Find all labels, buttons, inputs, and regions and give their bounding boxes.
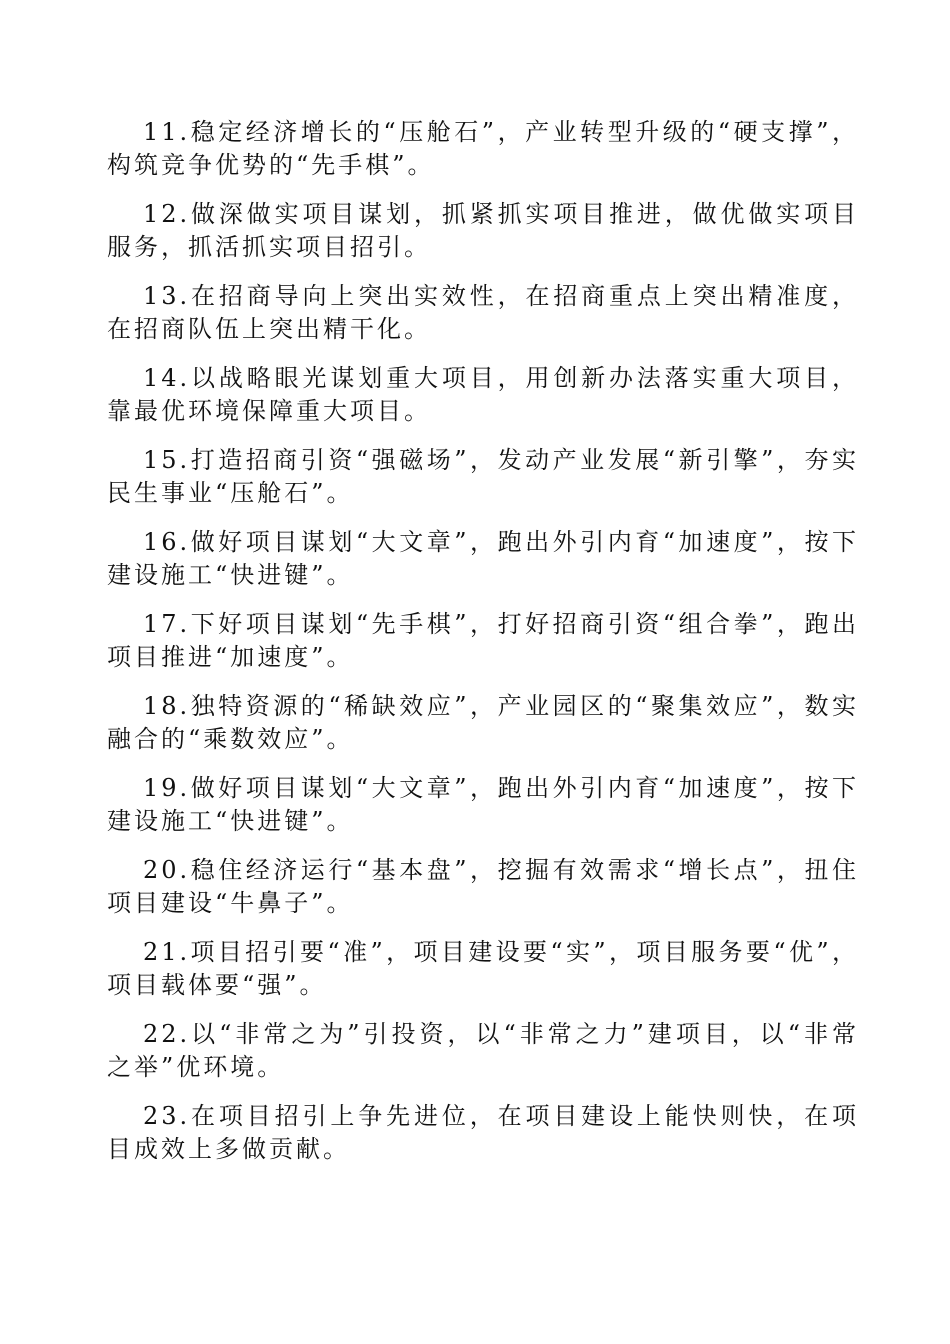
paragraph-14: 14.以战略眼光谋划重大项目，用创新办法落实重大项目，靠最优环境保障重大项目。 <box>107 364 859 425</box>
paragraph-13: 13.在招商导向上突出实效性，在招商重点上突出精准度，在招商队伍上突出精干化。 <box>107 282 859 343</box>
paragraph-18: 18.独特资源的“稀缺效应”，产业园区的“聚集效应”，数实融合的“乘数效应”。 <box>107 692 859 753</box>
paragraph-17: 17.下好项目谋划“先手棋”，打好招商引资“组合拳”，跑出项目推进“加速度”。 <box>107 610 859 671</box>
paragraph-21: 21.项目招引要“准”，项目建设要“实”，项目服务要“优”，项目载体要“强”。 <box>107 938 859 999</box>
paragraph-22: 22.以“非常之为”引投资，以“非常之力”建项目，以“非常之举”优环境。 <box>107 1020 859 1081</box>
paragraph-19: 19.做好项目谋划“大文章”，跑出外引内育“加速度”，按下建设施工“快进键”。 <box>107 774 859 835</box>
paragraph-11: 11.稳定经济增长的“压舱石”，产业转型升级的“硬支撑”，构筑竞争优势的“先手棋”。 <box>107 118 859 179</box>
paragraph-12: 12.做深做实项目谋划，抓紧抓实项目推进，做优做实项目服务，抓活抓实项目招引。 <box>107 200 859 261</box>
paragraph-20: 20.稳住经济运行“基本盘”，挖掘有效需求“增长点”，扭住项目建设“牛鼻子”。 <box>107 856 859 917</box>
paragraph-15: 15.打造招商引资“强磁场”，发动产业发展“新引擎”，夯实民生事业“压舱石”。 <box>107 446 859 507</box>
paragraph-23: 23.在项目招引上争先进位，在项目建设上能快则快，在项目成效上多做贡献。 <box>107 1102 859 1163</box>
document-body <box>107 116 859 1182</box>
paragraph-16: 16.做好项目谋划“大文章”，跑出外引内育“加速度”，按下建设施工“快进键”。 <box>107 528 859 589</box>
